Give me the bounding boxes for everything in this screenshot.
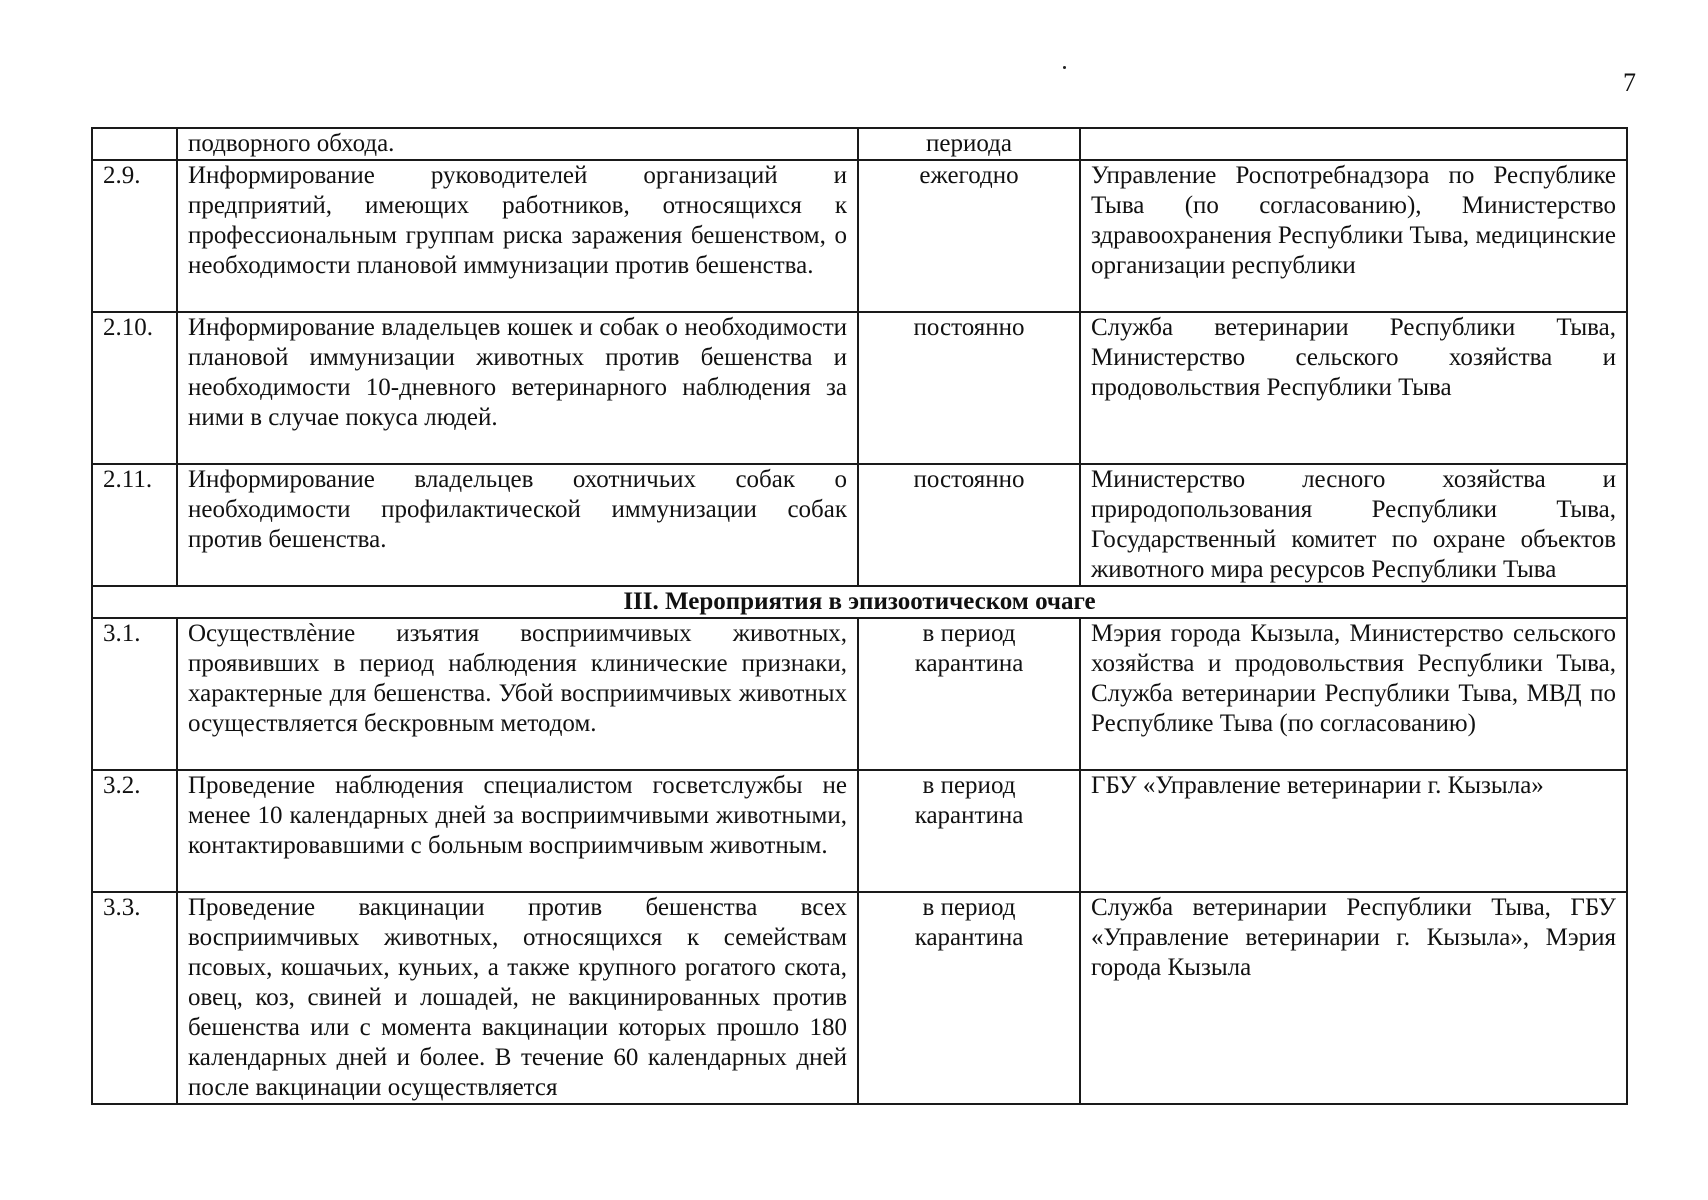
table-row: [92, 464, 1627, 586]
table-row: [92, 160, 1627, 312]
table-row: [92, 892, 1627, 1104]
scan-artifact-dot: [1063, 66, 1066, 69]
responsible-cell: Мэрия города Кызыла, Министерство сельского хозяйства и продовольствия Республики Тыва, Служба ветеринарии Республики Тыва, МВД по Республике Тыва (по согласованию): [1080, 618, 1627, 770]
action-cell: Информирование владельцев охотничьих собак о необходимости профилактической иммунизации собак против бешенства.: [177, 464, 858, 586]
responsible-cell: ГБУ «Управление ветеринарии г. Кызыла»: [1080, 770, 1627, 892]
action-cell: Информирование владельцев кошек и собак о необходимости плановой иммунизации животных против бешенства и необходимости 10-дневного ветеринарного наблюдения за ними в случае покуса людей.: [177, 312, 858, 464]
responsible-cell: Служба ветеринарии Республики Тыва, Министерство сельского хозяйства и продовольствия Республики Тыва: [1080, 312, 1627, 464]
responsible-cell: [1080, 128, 1627, 160]
row-number-cell: 2.9.: [92, 160, 177, 312]
table-row: [92, 312, 1627, 464]
row-number-cell: 3.3.: [92, 892, 177, 1104]
section-title: III. Мероприятия в эпизоотическом очаге: [92, 586, 1627, 618]
table-row: [92, 618, 1627, 770]
row-number-cell: 2.11.: [92, 464, 177, 586]
action-cell: подворного обхода.: [177, 128, 858, 160]
action-cell: Проведение вакцинации против бешенства всех восприимчивых животных, относящихся к семействам псовых, кошачьих, куньих, а также крупного рогатого скота, овец, коз, свиней и лошадей, не вакцинированных против бешенства или с момента вакцинации которых прошло 180 календарных дней и более. В течение 60 календарных дней после вакцинации осуществляется: [177, 892, 858, 1104]
row-number-cell: 3.1.: [92, 618, 177, 770]
responsible-cell: Министерство лесного хозяйства и природопользования Республики Тыва, Государственный комитет по охране объектов животного мира ресурсов Республики Тыва: [1080, 464, 1627, 586]
action-cell: Проведение наблюдения специалистом госветслужбы не менее 10 календарных дней за восприимчивыми животными, контактировавшими с больным восприимчивым животным.: [177, 770, 858, 892]
responsible-cell: Служба ветеринарии Республики Тыва, ГБУ «Управление ветеринарии г. Кызыла», Мэрия города Кызыла: [1080, 892, 1627, 1104]
responsible-cell: Управление Роспотребнадзора по Республике Тыва (по согласованию), Министерство здравоохранения Республики Тыва, медицинские организации республики: [1080, 160, 1627, 312]
table-row-continuation: [92, 128, 1627, 160]
term-cell: постоянно: [858, 464, 1080, 586]
table-row: [92, 770, 1627, 892]
page-number: 7: [1623, 68, 1636, 97]
term-cell: периода: [858, 128, 1080, 160]
term-cell: постоянно: [858, 312, 1080, 464]
term-cell: ежегодно: [858, 160, 1080, 312]
measures-table: [91, 127, 1628, 1105]
action-cell: Осуществлѐние изъятия восприимчивых животных, проявивших в период наблюдения клинические признаки, характерные для бешенства. Убой восприимчивых животных осуществляется бескровным методом.: [177, 618, 858, 770]
action-cell: Информирование руководителей организаций и предприятий, имеющих работников, относящихся к профессиональным группам риска заражения бешенством, о необходимости плановой иммунизации против бешенства.: [177, 160, 858, 312]
term-cell: в период карантина: [858, 770, 1080, 892]
section-header-row: [92, 586, 1627, 618]
row-number-cell: 2.10.: [92, 312, 177, 464]
row-number-cell: [92, 128, 177, 160]
term-cell: в период карантина: [858, 618, 1080, 770]
term-cell: в период карантина: [858, 892, 1080, 1104]
row-number-cell: 3.2.: [92, 770, 177, 892]
